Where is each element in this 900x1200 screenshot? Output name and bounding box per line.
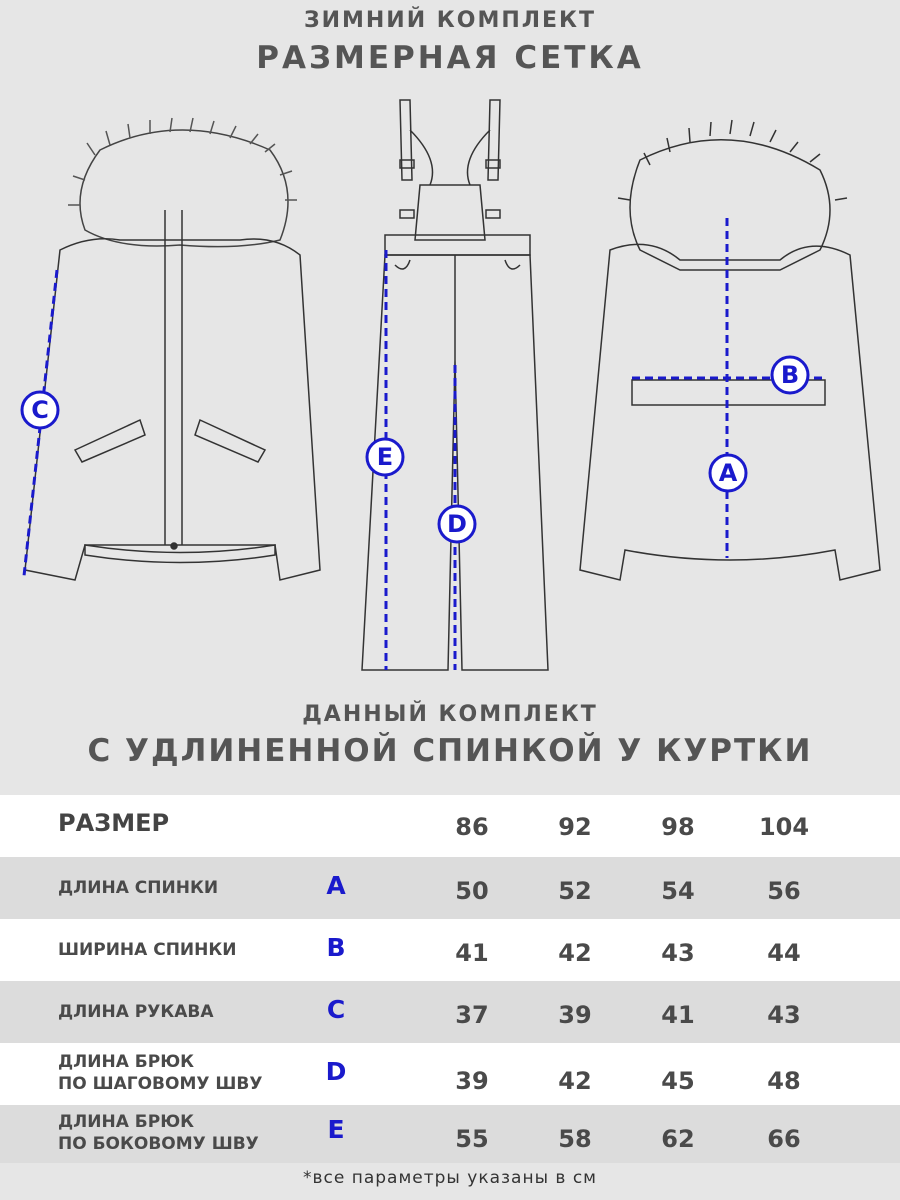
row-value: 62 [661, 1125, 695, 1153]
row-value: 52 [558, 877, 592, 905]
row-value: 55 [455, 1125, 489, 1153]
svg-text:C: C [31, 396, 49, 424]
marker-d [439, 506, 475, 542]
row-value: 45 [661, 1067, 695, 1095]
row-value: 42 [558, 939, 592, 967]
svg-text:A: A [718, 459, 738, 487]
row-label-line1: ДЛИНА БРЮК [58, 1112, 195, 1132]
row-value: 41 [455, 939, 489, 967]
footnote: *все параметры указаны в см [302, 1168, 597, 1188]
table-row [0, 981, 900, 1043]
row-value: 42 [558, 1067, 592, 1095]
row-code: D [325, 1057, 347, 1086]
row-label: ДЛИНА РУКАВА [58, 1002, 214, 1022]
row-code: C [326, 995, 346, 1024]
row-label [58, 1111, 259, 1155]
row-value: 48 [767, 1067, 801, 1095]
row-code: E [327, 1115, 345, 1144]
row-value: 66 [767, 1125, 801, 1153]
row-label-line2: ПО ШАГОВОМУ ШВУ [58, 1074, 263, 1094]
marker-e [367, 439, 403, 475]
jacket-back-drawing [580, 120, 880, 580]
size-86: 86 [455, 813, 489, 841]
row-value: 43 [661, 939, 695, 967]
row-value: 44 [767, 939, 801, 967]
row-value: 41 [661, 1001, 695, 1029]
row-value: 58 [558, 1125, 592, 1153]
row-label-line2: ПО БОКОВОМУ ШВУ [58, 1134, 259, 1154]
row-value: 54 [661, 877, 695, 905]
marker-a [710, 455, 746, 491]
size-table [0, 795, 900, 1163]
svg-text:E: E [376, 443, 394, 471]
marker-c [22, 392, 58, 428]
row-value: 37 [455, 1001, 489, 1029]
section-title: С УДЛИНЕННОЙ СПИНКОЙ У КУРТКИ [87, 733, 813, 769]
svg-text:B: B [780, 361, 800, 389]
size-header-label: РАЗМЕР [58, 809, 170, 837]
row-code: B [326, 933, 346, 962]
table-row [0, 1105, 900, 1163]
header-title: РАЗМЕРНАЯ СЕТКА [256, 40, 644, 76]
row-value: 43 [767, 1001, 801, 1029]
garment-diagram [0, 90, 900, 690]
row-label: ШИРИНА СПИНКИ [58, 940, 237, 960]
section-subtitle: ДАННЫЙ КОМПЛЕКТ [302, 702, 598, 727]
table-header-row [0, 795, 900, 857]
size-98: 98 [661, 813, 695, 841]
table-row [0, 919, 900, 981]
row-value: 50 [455, 877, 489, 905]
row-label: ДЛИНА СПИНКИ [58, 878, 219, 898]
row-code: A [326, 871, 346, 900]
size-104: 104 [758, 813, 810, 841]
row-value: 39 [455, 1067, 489, 1095]
table-row [0, 1043, 900, 1105]
row-label [58, 1051, 262, 1095]
row-value: 39 [558, 1001, 592, 1029]
row-label-line1: ДЛИНА БРЮК [58, 1052, 195, 1072]
jacket-front-drawing [25, 118, 320, 580]
table-row [0, 857, 900, 919]
svg-text:D: D [447, 510, 467, 538]
marker-b [772, 357, 808, 393]
row-value: 56 [767, 877, 801, 905]
header-subtitle: ЗИМНИЙ КОМПЛЕКТ [303, 8, 597, 33]
size-92: 92 [558, 813, 592, 841]
